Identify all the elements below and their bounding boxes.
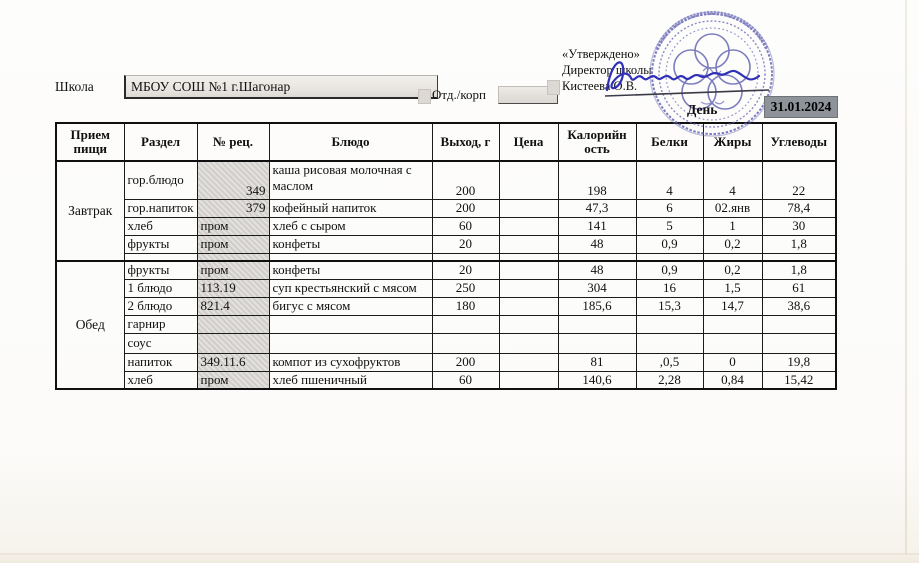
vyhod-cell: 200 <box>432 353 499 371</box>
zhiry-cell: 4 <box>703 161 762 199</box>
vyhod-cell <box>432 315 499 333</box>
approved-quote: «Утверждено» <box>562 47 640 61</box>
belki-cell: 16 <box>636 279 703 297</box>
kcal-cell: 141 <box>558 217 636 235</box>
kcal-cell: 198 <box>558 161 636 199</box>
rec-cell: пром <box>197 235 269 253</box>
kcal-cell: 48 <box>558 235 636 253</box>
zhiry-cell: 1,5 <box>703 279 762 297</box>
zhiry-cell <box>703 333 762 353</box>
kcal-cell: 185,6 <box>558 297 636 315</box>
rec-cell: 349.11.6 <box>197 353 269 371</box>
column-header-cena: Цена <box>499 123 558 161</box>
cena-cell <box>499 199 558 217</box>
vyhod-cell <box>432 333 499 353</box>
razdel-cell: хлеб <box>124 217 197 235</box>
menu-row <box>56 199 836 217</box>
cena-cell <box>499 161 558 199</box>
column-header-zhiry: Жиры <box>703 123 762 161</box>
zhiry-cell: 02.янв <box>703 199 762 217</box>
meal-cell: Обед <box>56 261 124 389</box>
zhiry-cell: 1 <box>703 217 762 235</box>
belki-cell: 6 <box>636 199 703 217</box>
menu-row-empty <box>56 253 836 261</box>
rec-cell <box>197 333 269 353</box>
rec-cell <box>197 253 269 261</box>
razdel-cell: гарнир <box>124 315 197 333</box>
uglevody-cell: 15,42 <box>762 371 836 389</box>
razdel-cell: соус <box>124 333 197 353</box>
vyhod-cell: 60 <box>432 371 499 389</box>
razdel-cell: 1 блюдо <box>124 279 197 297</box>
date-highlight: 31.01.2024 <box>764 96 838 118</box>
cena-cell <box>499 333 558 353</box>
vyhod-cell: 20 <box>432 235 499 253</box>
menu-row <box>56 279 836 297</box>
vyhod-cell <box>432 253 499 261</box>
dish-cell: хлеб пшеничный <box>269 371 432 389</box>
vyhod-cell: 60 <box>432 217 499 235</box>
menu-row <box>56 333 836 353</box>
zhiry-cell: 0,84 <box>703 371 762 389</box>
scan-paper-edge <box>0 553 919 555</box>
vyhod-cell: 20 <box>432 261 499 279</box>
approval-block <box>562 46 652 94</box>
menu-row <box>56 161 836 199</box>
cena-cell <box>499 253 558 261</box>
rec-cell: пром <box>197 217 269 235</box>
uglevody-cell: 19,8 <box>762 353 836 371</box>
dish-cell: кофейный напиток <box>269 199 432 217</box>
dish-cell: компот из сухофруктов <box>269 353 432 371</box>
belki-cell <box>636 315 703 333</box>
belki-cell: 15,3 <box>636 297 703 315</box>
kcal-cell: 304 <box>558 279 636 297</box>
cena-cell <box>499 315 558 333</box>
dish-cell <box>269 315 432 333</box>
belki-cell: 5 <box>636 217 703 235</box>
rec-cell <box>197 315 269 333</box>
menu-row <box>56 353 836 371</box>
scan-paper-edge <box>905 0 907 555</box>
cena-cell <box>499 371 558 389</box>
dish-cell: каша рисовая молочная с маслом <box>269 161 432 199</box>
belki-cell: 0,9 <box>636 235 703 253</box>
belki-cell <box>636 333 703 353</box>
razdel-cell: 2 блюдо <box>124 297 197 315</box>
form-cell-marker <box>547 80 560 95</box>
column-header-vyhod: Выход, г <box>432 123 499 161</box>
cena-cell <box>499 353 558 371</box>
director-label: Директор школы <box>562 63 652 77</box>
vyhod-cell: 180 <box>432 297 499 315</box>
uglevody-cell: 38,6 <box>762 297 836 315</box>
kcal-cell: 140,6 <box>558 371 636 389</box>
dish-cell <box>269 333 432 353</box>
belki-cell: 4 <box>636 161 703 199</box>
school-name-field: МБОУ СОШ №1 г.Шагонар <box>124 75 438 99</box>
column-header-belki: Белки <box>636 123 703 161</box>
razdel-cell: гор.напиток <box>124 199 197 217</box>
dish-cell: суп крестьянский с мясом <box>269 279 432 297</box>
cena-cell <box>499 279 558 297</box>
kcal-cell <box>558 333 636 353</box>
dish-cell: хлеб с сыром <box>269 217 432 235</box>
dish-cell: бигус с мясом <box>269 297 432 315</box>
belki-cell: ,0,5 <box>636 353 703 371</box>
belki-cell: 2,28 <box>636 371 703 389</box>
dish-cell <box>269 253 432 261</box>
dish-cell: конфеты <box>269 261 432 279</box>
rec-cell: 113.19 <box>197 279 269 297</box>
cena-cell <box>499 297 558 315</box>
uglevody-cell <box>762 253 836 261</box>
form-cell-marker <box>418 89 431 104</box>
rec-cell: 821.4 <box>197 297 269 315</box>
department-label: Отд./корп <box>432 87 486 102</box>
cena-cell <box>499 217 558 235</box>
menu-row <box>56 371 836 389</box>
menu-row <box>56 297 836 315</box>
kcal-cell: 48 <box>558 261 636 279</box>
razdel-cell: хлеб <box>124 371 197 389</box>
meal-cell: Завтрак <box>56 161 124 261</box>
razdel-cell: фрукты <box>124 261 197 279</box>
razdel-cell: гор.блюдо <box>124 161 197 199</box>
table-header-row <box>56 123 836 161</box>
column-header-meal: Прием пищи <box>56 123 124 161</box>
belki-cell <box>636 253 703 261</box>
column-header-rec: № рец. <box>197 123 269 161</box>
uglevody-cell: 78,4 <box>762 199 836 217</box>
vyhod-cell: 200 <box>432 199 499 217</box>
razdel-cell <box>124 253 197 261</box>
zhiry-cell <box>703 253 762 261</box>
kcal-cell <box>558 315 636 333</box>
column-header-razdel: Раздел <box>124 123 197 161</box>
razdel-cell: фрукты <box>124 235 197 253</box>
rec-cell: 349 <box>197 161 269 199</box>
rec-cell: пром <box>197 261 269 279</box>
school-label: Школа <box>55 79 94 94</box>
zhiry-cell <box>703 315 762 333</box>
vyhod-cell: 200 <box>432 161 499 199</box>
cena-cell <box>499 235 558 253</box>
menu-row <box>56 235 836 253</box>
menu-row <box>56 315 836 333</box>
rec-cell: 379 <box>197 199 269 217</box>
uglevody-cell: 1,8 <box>762 235 836 253</box>
rec-cell: пром <box>197 371 269 389</box>
zhiry-cell: 0,2 <box>703 235 762 253</box>
uglevody-cell: 61 <box>762 279 836 297</box>
zhiry-cell: 0 <box>703 353 762 371</box>
cena-cell <box>499 261 558 279</box>
uglevody-cell: 30 <box>762 217 836 235</box>
menu-row <box>56 217 836 235</box>
column-header-kcal: Калорийн ость <box>558 123 636 161</box>
director-name: Кистеева О.В. <box>562 79 638 93</box>
kcal-cell <box>558 253 636 261</box>
day-label: День <box>687 102 718 117</box>
uglevody-cell <box>762 333 836 353</box>
belki-cell: 0,9 <box>636 261 703 279</box>
razdel-cell: напиток <box>124 353 197 371</box>
menu-table <box>55 122 837 390</box>
kcal-cell: 81 <box>558 353 636 371</box>
zhiry-cell: 14,7 <box>703 297 762 315</box>
column-header-dish: Блюдо <box>269 123 432 161</box>
uglevody-cell: 22 <box>762 161 836 199</box>
menu-row <box>56 261 836 279</box>
vyhod-cell: 250 <box>432 279 499 297</box>
uglevody-cell <box>762 315 836 333</box>
column-header-uglevody: Углеводы <box>762 123 836 161</box>
kcal-cell: 47,3 <box>558 199 636 217</box>
uglevody-cell: 1,8 <box>762 261 836 279</box>
dish-cell: конфеты <box>269 235 432 253</box>
zhiry-cell: 0,2 <box>703 261 762 279</box>
